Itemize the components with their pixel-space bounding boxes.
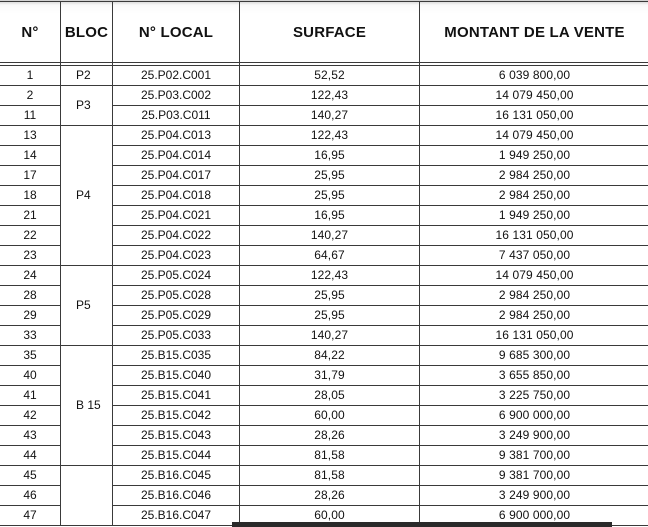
cell-montant: 9 685 300,00 <box>420 346 648 366</box>
cell-surface: 25,95 <box>240 186 420 206</box>
table-row <box>0 466 648 486</box>
cell-no: 18 <box>0 186 61 206</box>
cell-no: 1 <box>0 66 61 86</box>
cell-bloc: P4 <box>61 126 113 266</box>
cell-surface: 140,27 <box>240 106 420 126</box>
cell-local: 25.B15.C042 <box>113 406 240 426</box>
cell-bloc: P5 <box>61 266 113 346</box>
cell-local: 25.P04.C018 <box>113 186 240 206</box>
cell-local: 25.P04.C017 <box>113 166 240 186</box>
cell-surface: 81,58 <box>240 466 420 486</box>
cell-no: 33 <box>0 326 61 346</box>
header-montant: MONTANT DE LA VENTE <box>420 2 648 63</box>
cell-surface: 28,05 <box>240 386 420 406</box>
cell-no: 24 <box>0 266 61 286</box>
cell-no: 45 <box>0 466 61 486</box>
cell-montant: 2 984 250,00 <box>420 286 648 306</box>
cell-local: 25.P04.C021 <box>113 206 240 226</box>
screen-bottom-bar <box>232 522 612 527</box>
cell-local: 25.P05.C024 <box>113 266 240 286</box>
cell-local: 25.B16.C045 <box>113 466 240 486</box>
cell-no: 14 <box>0 146 61 166</box>
cell-surface: 122,43 <box>240 86 420 106</box>
cell-montant: 3 249 900,00 <box>420 426 648 446</box>
cell-surface: 16,95 <box>240 146 420 166</box>
cell-montant: 7 437 050,00 <box>420 246 648 266</box>
cell-no: 40 <box>0 366 61 386</box>
cell-montant: 2 984 250,00 <box>420 166 648 186</box>
cell-local: 25.B16.C047 <box>113 506 240 526</box>
table-row <box>0 126 648 146</box>
cell-surface: 25,95 <box>240 166 420 186</box>
cell-montant: 1 949 250,00 <box>420 206 648 226</box>
cell-montant: 14 079 450,00 <box>420 126 648 146</box>
cell-surface: 140,27 <box>240 226 420 246</box>
cell-surface: 16,95 <box>240 206 420 226</box>
cell-local: 25.P03.C011 <box>113 106 240 126</box>
cell-local: 25.P04.C013 <box>113 126 240 146</box>
cell-montant: 2 984 250,00 <box>420 306 648 326</box>
cell-montant: 1 949 250,00 <box>420 146 648 166</box>
cell-montant: 16 131 050,00 <box>420 326 648 346</box>
header-no: N° <box>0 2 61 63</box>
sales-table <box>0 1 648 526</box>
cell-no: 21 <box>0 206 61 226</box>
cell-montant: 3 249 900,00 <box>420 486 648 506</box>
cell-montant: 3 225 750,00 <box>420 386 648 406</box>
cell-surface: 25,95 <box>240 306 420 326</box>
cell-montant: 9 381 700,00 <box>420 446 648 466</box>
cell-no: 29 <box>0 306 61 326</box>
cell-local: 25.P04.C023 <box>113 246 240 266</box>
cell-local: 25.P03.C002 <box>113 86 240 106</box>
cell-no: 2 <box>0 86 61 106</box>
cell-surface: 25,95 <box>240 286 420 306</box>
cell-local: 25.P04.C022 <box>113 226 240 246</box>
cell-local: 25.B15.C043 <box>113 426 240 446</box>
cell-montant: 14 079 450,00 <box>420 86 648 106</box>
cell-no: 44 <box>0 446 61 466</box>
header-bloc: BLOC <box>61 2 113 63</box>
cell-montant: 6 900 000,00 <box>420 506 648 526</box>
cell-bloc: P2 <box>61 66 113 86</box>
cell-local: 25.P05.C033 <box>113 326 240 346</box>
table-row <box>0 266 648 286</box>
header-local: N° LOCAL <box>113 2 240 63</box>
cell-local: 25.B15.C040 <box>113 366 240 386</box>
cell-no: 43 <box>0 426 61 446</box>
cell-local: 25.P05.C028 <box>113 286 240 306</box>
cell-montant: 16 131 050,00 <box>420 106 648 126</box>
cell-surface: 28,26 <box>240 486 420 506</box>
cell-montant: 2 984 250,00 <box>420 186 648 206</box>
cell-montant: 6 039 800,00 <box>420 66 648 86</box>
cell-montant: 6 900 000,00 <box>420 406 648 426</box>
cell-montant: 16 131 050,00 <box>420 226 648 246</box>
cell-surface: 122,43 <box>240 126 420 146</box>
cell-montant: 9 381 700,00 <box>420 466 648 486</box>
cell-surface: 122,43 <box>240 266 420 286</box>
cell-local: 25.B15.C044 <box>113 446 240 466</box>
cell-surface: 81,58 <box>240 446 420 466</box>
cell-surface: 84,22 <box>240 346 420 366</box>
cell-no: 11 <box>0 106 61 126</box>
cell-no: 22 <box>0 226 61 246</box>
header-row <box>0 2 648 63</box>
cell-local: 25.P02.C001 <box>113 66 240 86</box>
cell-local: 25.P05.C029 <box>113 306 240 326</box>
cell-no: 41 <box>0 386 61 406</box>
cell-no: 28 <box>0 286 61 306</box>
cell-surface: 28,26 <box>240 426 420 446</box>
header-surface: SURFACE <box>240 2 420 63</box>
cell-no: 17 <box>0 166 61 186</box>
cell-surface: 60,00 <box>240 406 420 426</box>
cell-no: 35 <box>0 346 61 366</box>
cell-montant: 14 079 450,00 <box>420 266 648 286</box>
cell-local: 25.B15.C041 <box>113 386 240 406</box>
cell-no: 13 <box>0 126 61 146</box>
cell-no: 47 <box>0 506 61 526</box>
table-row <box>0 86 648 106</box>
table-row <box>0 346 648 366</box>
cell-bloc <box>61 466 113 526</box>
cell-local: 25.B16.C046 <box>113 486 240 506</box>
cell-no: 42 <box>0 406 61 426</box>
cell-no: 23 <box>0 246 61 266</box>
cell-no: 46 <box>0 486 61 506</box>
table-body <box>0 63 648 526</box>
cell-surface: 31,79 <box>240 366 420 386</box>
cell-bloc: B 15 <box>61 346 113 466</box>
cell-bloc: P3 <box>61 86 113 126</box>
cell-surface: 52,52 <box>240 66 420 86</box>
cell-surface: 64,67 <box>240 246 420 266</box>
cell-surface: 140,27 <box>240 326 420 346</box>
cell-surface: 60,00 <box>240 506 420 526</box>
cell-local: 25.P04.C014 <box>113 146 240 166</box>
cell-local: 25.B15.C035 <box>113 346 240 366</box>
table-row <box>0 66 648 86</box>
cell-montant: 3 655 850,00 <box>420 366 648 386</box>
